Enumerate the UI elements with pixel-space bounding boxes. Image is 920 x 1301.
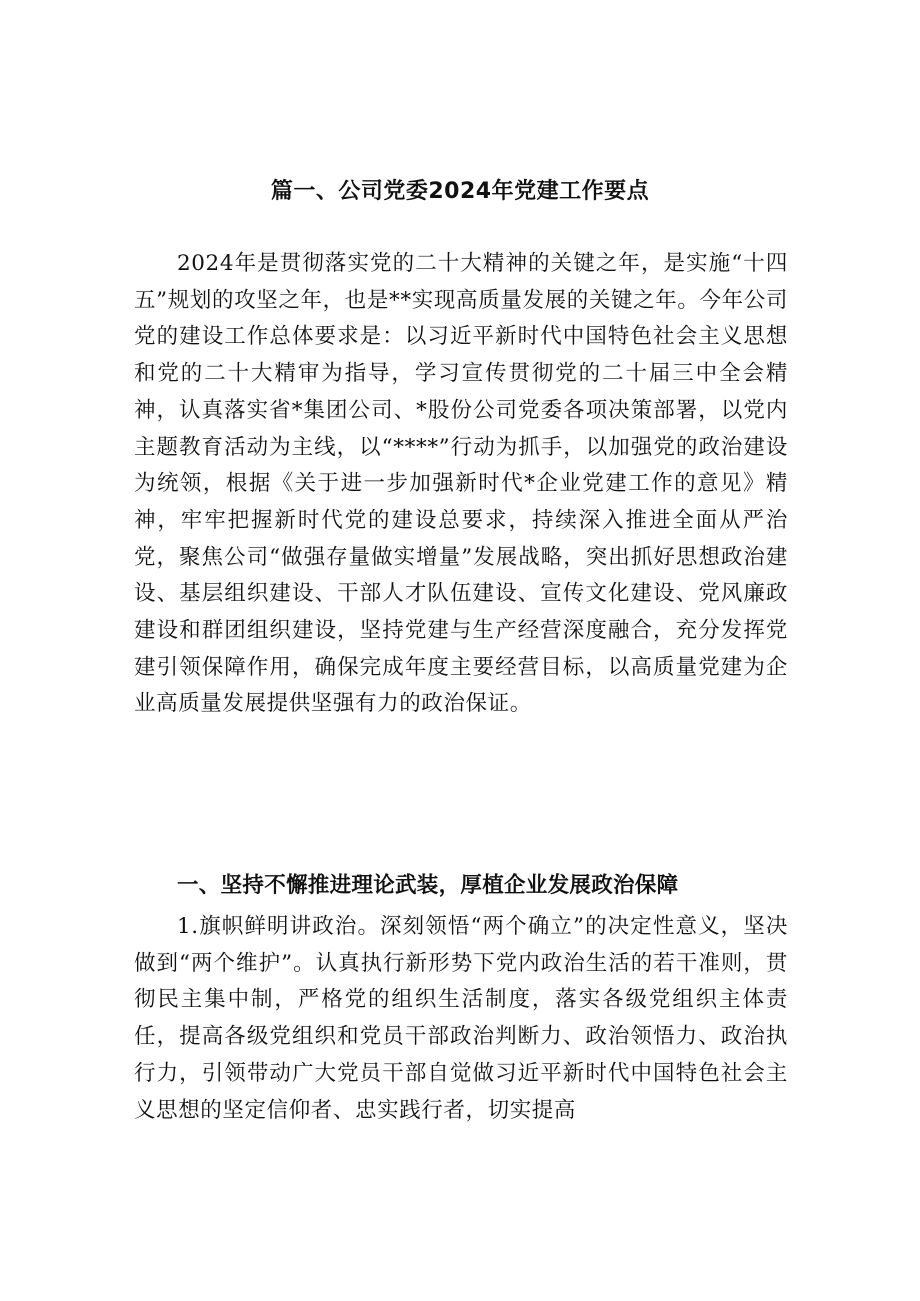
document-title: 篇一、公司党委2024年党建工作要点 xyxy=(270,178,650,204)
item-paragraph: 1.旗帜鲜明讲政治。深刻领悟“两个确立”的决定性意义，坚决做到“两个维护”。认真执行新形势下党内政治生活的若干准则，贯彻民主集中制，严格党的组织生活制度，落实各级党组织主体责任，提高各级党组织和党员干部政治判断力、政治领悟力、政治执行力，引领带动广大党员干部自觉做习近平新时代中国特色社会主义思想的坚定信仰者、忠实践行者，切实提高 xyxy=(134,914,788,1123)
section-heading: 一、坚持不懈推进理论武装，厚植企业发展政治保障 xyxy=(177,873,679,898)
intro-paragraph: 2024年是贯彻落实党的二十大精神的关键之年，是实施“十四五”规划的攻坚之年，也是**实现高质量发展的关键之年。今年公司党的建设工作总体要求是：以习近平新时代中国特色社会主义思想和党的二十大精审为指导，学习宣传贯彻党的二十届三中全会精神，认真落实省*集团公司、*股份公司党委各项决策部署，以党内主题教育活动为主线，以“****”行动为抓手，以加强党的政治建设为统领，根据《关于进一步加强新时代*企业党建工作的意见》精神，牢牢把握新时代党的建设总要求，持续深入推进全面从严治党，聚焦公司“做强存量做实增量”发展战略，突出抓好思想政治建设、基层组织建设、干部人才队伍建设、宣传文化建设、党风廉政建设和群团组织建设，坚持党建与生产经营深度融合，充分发挥党建引领保障作用，确保完成年度主要经营目标，以高质量党建为企业高质量发展提供坚强有力的政治保证。 xyxy=(134,251,788,717)
